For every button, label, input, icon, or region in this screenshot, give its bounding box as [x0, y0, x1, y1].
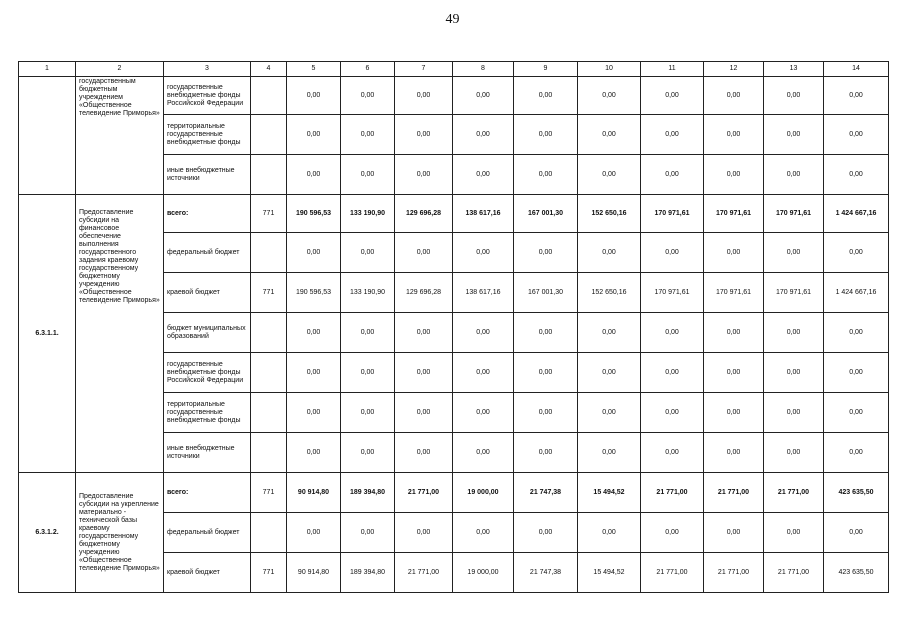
amount-cell: 0,00 — [453, 233, 514, 273]
column-number: 8 — [453, 62, 514, 77]
amount-cell: 0,00 — [704, 313, 764, 353]
amount-cell: 0,00 — [824, 233, 889, 273]
amount-cell: 423 635,50 — [824, 553, 889, 593]
amount-cell: 138 617,16 — [453, 195, 514, 233]
amount-cell: 0,00 — [641, 513, 704, 553]
amount-cell: 170 971,61 — [704, 273, 764, 313]
column-number: 2 — [76, 62, 164, 77]
amount-cell: 0,00 — [514, 155, 578, 195]
amount-cell: 0,00 — [395, 77, 453, 115]
column-number: 9 — [514, 62, 578, 77]
amount-cell: 19 000,00 — [453, 553, 514, 593]
funding-source: территориальные государственные внебюджетные фонды — [164, 393, 251, 433]
grbs-code: 771 — [251, 273, 287, 313]
column-number: 11 — [641, 62, 704, 77]
column-number: 6 — [341, 62, 395, 77]
column-number: 10 — [578, 62, 641, 77]
amount-cell: 0,00 — [824, 393, 889, 433]
amount-cell: 0,00 — [824, 155, 889, 195]
amount-cell: 0,00 — [453, 513, 514, 553]
amount-cell: 167 001,30 — [514, 273, 578, 313]
amount-cell: 21 771,00 — [764, 553, 824, 593]
amount-cell: 152 650,16 — [578, 195, 641, 233]
amount-cell: 189 394,80 — [341, 473, 395, 513]
amount-cell: 0,00 — [704, 115, 764, 155]
grbs-code — [251, 313, 287, 353]
column-number: 12 — [704, 62, 764, 77]
amount-cell: 0,00 — [514, 77, 578, 115]
amount-cell: 0,00 — [395, 353, 453, 393]
funding-source: иные внебюджетные источники — [164, 433, 251, 473]
amount-cell: 0,00 — [341, 233, 395, 273]
amount-cell: 0,00 — [395, 115, 453, 155]
grbs-code: 771 — [251, 195, 287, 233]
amount-cell: 0,00 — [341, 513, 395, 553]
amount-cell: 1 424 667,16 — [824, 273, 889, 313]
amount-cell: 189 394,80 — [341, 553, 395, 593]
amount-cell: 0,00 — [824, 513, 889, 553]
grbs-code — [251, 155, 287, 195]
amount-cell: 0,00 — [704, 155, 764, 195]
amount-cell: 90 914,80 — [287, 553, 341, 593]
amount-cell: 0,00 — [287, 433, 341, 473]
table-row — [19, 77, 889, 115]
column-number-row — [19, 62, 889, 77]
funding-source: территориальные государственные внебюджетные фонды — [164, 115, 251, 155]
amount-cell: 0,00 — [704, 77, 764, 115]
row-name: Предоставление субсидии на финансовое обеспечение выполнения государственного задания краевому государственному бюджетному учреждению «Общественное телевидение Приморья» — [76, 195, 164, 473]
amount-cell: 0,00 — [641, 393, 704, 433]
amount-cell: 0,00 — [578, 115, 641, 155]
amount-cell: 0,00 — [341, 313, 395, 353]
amount-cell: 0,00 — [341, 433, 395, 473]
table-row — [19, 473, 889, 513]
column-number: 5 — [287, 62, 341, 77]
amount-cell: 0,00 — [704, 233, 764, 273]
amount-cell: 21 771,00 — [764, 473, 824, 513]
amount-cell: 0,00 — [287, 155, 341, 195]
amount-cell: 0,00 — [578, 393, 641, 433]
column-number: 13 — [764, 62, 824, 77]
amount-cell: 129 696,28 — [395, 273, 453, 313]
row-code: 6.3.1.1. — [19, 195, 76, 473]
amount-cell: 129 696,28 — [395, 195, 453, 233]
amount-cell: 0,00 — [453, 155, 514, 195]
row-code — [19, 77, 76, 195]
amount-cell: 0,00 — [453, 433, 514, 473]
amount-cell: 0,00 — [395, 155, 453, 195]
funding-source: государственные внебюджетные фонды Российской Федерации — [164, 77, 251, 115]
amount-cell: 21 771,00 — [395, 553, 453, 593]
column-number: 3 — [164, 62, 251, 77]
page-number: 49 — [445, 12, 460, 27]
amount-cell: 0,00 — [287, 77, 341, 115]
amount-cell: 21 771,00 — [704, 553, 764, 593]
amount-cell: 0,00 — [453, 115, 514, 155]
amount-cell: 0,00 — [824, 433, 889, 473]
amount-cell: 0,00 — [824, 77, 889, 115]
row-code: 6.3.1.2. — [19, 473, 76, 593]
amount-cell: 0,00 — [341, 393, 395, 433]
grbs-code — [251, 433, 287, 473]
amount-cell: 167 001,30 — [514, 195, 578, 233]
funding-source: федеральный бюджет — [164, 513, 251, 553]
grbs-code — [251, 115, 287, 155]
amount-cell: 0,00 — [341, 353, 395, 393]
amount-cell: 0,00 — [287, 233, 341, 273]
grbs-code: 771 — [251, 553, 287, 593]
amount-cell: 0,00 — [287, 353, 341, 393]
amount-cell: 0,00 — [514, 433, 578, 473]
amount-cell: 15 494,52 — [578, 553, 641, 593]
amount-cell: 0,00 — [578, 513, 641, 553]
amount-cell: 0,00 — [514, 313, 578, 353]
table-body — [19, 62, 889, 593]
amount-cell: 0,00 — [578, 433, 641, 473]
funding-source: краевой бюджет — [164, 273, 251, 313]
amount-cell: 0,00 — [578, 233, 641, 273]
amount-cell: 0,00 — [514, 353, 578, 393]
amount-cell: 0,00 — [764, 155, 824, 195]
amount-cell: 0,00 — [764, 353, 824, 393]
amount-cell: 0,00 — [764, 313, 824, 353]
amount-cell: 0,00 — [824, 313, 889, 353]
funding-source: федеральный бюджет — [164, 233, 251, 273]
amount-cell: 423 635,50 — [824, 473, 889, 513]
amount-cell: 0,00 — [395, 433, 453, 473]
amount-cell: 0,00 — [764, 513, 824, 553]
amount-cell: 0,00 — [395, 313, 453, 353]
amount-cell: 0,00 — [641, 155, 704, 195]
amount-cell: 0,00 — [764, 115, 824, 155]
amount-cell: 0,00 — [453, 393, 514, 433]
amount-cell: 0,00 — [578, 353, 641, 393]
amount-cell: 15 494,52 — [578, 473, 641, 513]
grbs-code — [251, 393, 287, 433]
amount-cell: 0,00 — [453, 313, 514, 353]
amount-cell: 170 971,61 — [641, 195, 704, 233]
amount-cell: 0,00 — [641, 353, 704, 393]
column-number: 7 — [395, 62, 453, 77]
funding-source: всего: — [164, 195, 251, 233]
amount-cell: 0,00 — [824, 115, 889, 155]
amount-cell: 190 596,53 — [287, 195, 341, 233]
amount-cell: 152 650,16 — [578, 273, 641, 313]
amount-cell: 21 771,00 — [641, 473, 704, 513]
amount-cell: 0,00 — [578, 155, 641, 195]
amount-cell: 0,00 — [341, 77, 395, 115]
funding-source: бюджет муниципальных образований — [164, 313, 251, 353]
table-row — [19, 195, 889, 233]
amount-cell: 0,00 — [395, 393, 453, 433]
amount-cell: 0,00 — [514, 115, 578, 155]
amount-cell: 138 617,16 — [453, 273, 514, 313]
amount-cell: 19 000,00 — [453, 473, 514, 513]
funding-source: государственные внебюджетные фонды Российской Федерации — [164, 353, 251, 393]
amount-cell: 21 747,38 — [514, 473, 578, 513]
column-number: 14 — [824, 62, 889, 77]
amount-cell: 0,00 — [514, 233, 578, 273]
amount-cell: 170 971,61 — [704, 195, 764, 233]
amount-cell: 0,00 — [764, 233, 824, 273]
amount-cell: 170 971,61 — [764, 195, 824, 233]
amount-cell: 0,00 — [341, 155, 395, 195]
amount-cell: 0,00 — [395, 513, 453, 553]
amount-cell: 133 190,90 — [341, 273, 395, 313]
amount-cell: 1 424 667,16 — [824, 195, 889, 233]
amount-cell: 0,00 — [578, 77, 641, 115]
amount-cell: 0,00 — [641, 77, 704, 115]
amount-cell: 0,00 — [764, 393, 824, 433]
amount-cell: 170 971,61 — [641, 273, 704, 313]
amount-cell: 0,00 — [578, 313, 641, 353]
amount-cell: 21 771,00 — [704, 473, 764, 513]
amount-cell: 0,00 — [514, 393, 578, 433]
amount-cell: 0,00 — [453, 77, 514, 115]
row-name: Предоставление субсидии на укрепление материально - технической базы краевому государственному бюджетному учреждению «Общественное телевидение Приморья» — [76, 473, 164, 593]
grbs-code: 771 — [251, 473, 287, 513]
row-name: государственным бюджетным учреждением «Общественное телевидение Приморья» — [76, 77, 164, 195]
amount-cell: 133 190,90 — [341, 195, 395, 233]
grbs-code — [251, 353, 287, 393]
amount-cell: 0,00 — [824, 353, 889, 393]
amount-cell: 0,00 — [453, 353, 514, 393]
amount-cell: 0,00 — [287, 513, 341, 553]
amount-cell: 21 747,38 — [514, 553, 578, 593]
amount-cell: 0,00 — [641, 313, 704, 353]
amount-cell: 0,00 — [704, 513, 764, 553]
amount-cell: 0,00 — [641, 233, 704, 273]
amount-cell: 0,00 — [704, 393, 764, 433]
funding-source: иные внебюджетные источники — [164, 155, 251, 195]
amount-cell: 21 771,00 — [395, 473, 453, 513]
column-number: 4 — [251, 62, 287, 77]
amount-cell: 0,00 — [641, 433, 704, 473]
funding-source: краевой бюджет — [164, 553, 251, 593]
grbs-code — [251, 513, 287, 553]
amount-cell: 0,00 — [287, 313, 341, 353]
amount-cell: 0,00 — [704, 353, 764, 393]
column-number: 1 — [19, 62, 76, 77]
amount-cell: 0,00 — [395, 233, 453, 273]
amount-cell: 0,00 — [341, 115, 395, 155]
amount-cell: 0,00 — [704, 433, 764, 473]
amount-cell: 21 771,00 — [641, 553, 704, 593]
amount-cell: 0,00 — [764, 433, 824, 473]
budget-table — [18, 61, 889, 593]
amount-cell: 0,00 — [287, 115, 341, 155]
amount-cell: 0,00 — [764, 77, 824, 115]
amount-cell: 190 596,53 — [287, 273, 341, 313]
grbs-code — [251, 77, 287, 115]
amount-cell: 0,00 — [641, 115, 704, 155]
amount-cell: 90 914,80 — [287, 473, 341, 513]
amount-cell: 0,00 — [514, 513, 578, 553]
funding-source: всего: — [164, 473, 251, 513]
grbs-code — [251, 233, 287, 273]
amount-cell: 0,00 — [287, 393, 341, 433]
amount-cell: 170 971,61 — [764, 273, 824, 313]
